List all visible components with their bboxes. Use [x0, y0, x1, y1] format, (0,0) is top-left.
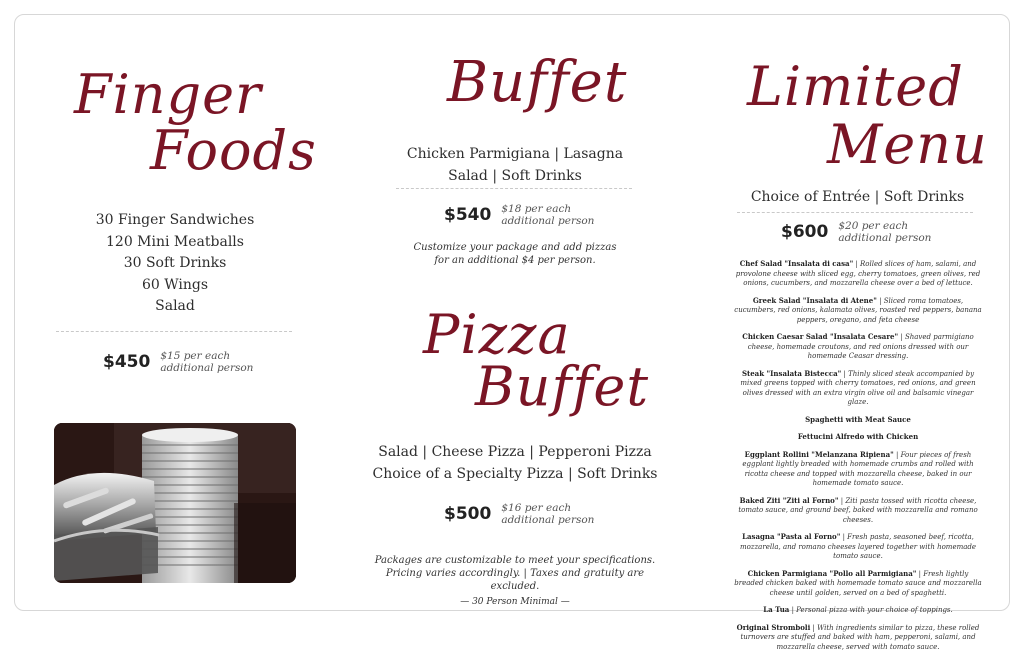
limited-menu-subtitle: Choice of Entrée | Soft Drinks — [750, 189, 965, 205]
limited-menu-section — [715, 0, 1000, 651]
list-item: 30 Finger Sandwiches — [95, 212, 255, 228]
buffet-items — [365, 144, 665, 187]
list-item: Salad — [155, 298, 195, 314]
dish-name: Baked Ziti "Ziti al Forno" — [739, 495, 839, 505]
pizza-buffet-title-line2: Buffet — [475, 355, 650, 418]
separator: | — [893, 450, 901, 459]
limited-menu-title-line2: Menu — [827, 113, 988, 176]
finger-foods-price-row — [103, 350, 253, 374]
finger-foods-title-line2: Foods — [150, 119, 317, 182]
dish-name: Greek Salad "Insalata di Atene" — [752, 295, 877, 305]
dish-item — [733, 369, 983, 408]
dish-list — [733, 259, 983, 659]
finger-foods-title-line1: Finger — [74, 63, 262, 126]
dish-item — [733, 605, 983, 616]
minimal-note: — 30 Person Minimal — — [460, 597, 570, 607]
dish-description: Fresh pasta, seasoned beef, ricotta, mozzarella, and romano cheeses layered together with homemade tomato sauce. — [739, 533, 977, 560]
separator: | — [841, 369, 849, 378]
buffet-title: Buffet — [447, 50, 628, 115]
dish-item — [733, 450, 983, 489]
dish-item — [733, 259, 983, 289]
limited-menu-title-line1: Limited — [747, 55, 964, 118]
dish-item — [733, 569, 983, 599]
pizza-buffet-title-line1: Pizza — [423, 303, 571, 366]
separator: | — [876, 296, 884, 305]
dish-description: Ziti pasta tossed with ricotta cheese, tomato sauce, and ground beef, baked with mozzarella and romano cheeses. — [738, 496, 978, 524]
dish-description: Four pieces of fresh eggplant lightly breaded with homemade crumbs and rolled with ricotta cheese and topped with mozzarella cheese, baked in our homemade tomato sauce. — [742, 450, 974, 487]
dish-name: Fettucini Alfredo with Chicken — [797, 432, 919, 441]
dish-item — [733, 432, 983, 443]
separator: | — [838, 496, 846, 505]
buffet-price: $540 — [444, 205, 492, 225]
list-item: 30 Soft Drinks — [123, 255, 227, 271]
separator: | — [840, 533, 848, 541]
finger-foods-price-note: $15 per each additional person — [160, 350, 254, 374]
dish-item — [733, 623, 983, 653]
dish-description: Rolled slices of ham, salami, and provolone cheese with sliced egg, cherry tomatoes, green olives, red onions, cucumbers, and mozzarella cheese over a bed of lettuce. — [735, 260, 981, 287]
dish-name: Spaghetti with Meat Sauce — [805, 414, 911, 424]
list-item: Salad | Cheese Pizza | Pepperoni Pizza — [378, 444, 652, 460]
dish-item — [733, 296, 983, 326]
limited-menu-subtitle-wrap — [715, 187, 1000, 209]
separator: | — [789, 606, 797, 614]
dish-name: Lasagna "Pasta al Forno" — [742, 532, 841, 541]
list-item: Salad | Soft Drinks — [448, 167, 582, 184]
list-item: 60 Wings — [141, 276, 209, 293]
divider — [396, 188, 632, 189]
dish-name: Eggplant Rollini "Melanzana Ripiena" — [744, 449, 894, 459]
buffet-price-row — [444, 203, 594, 227]
divider — [737, 212, 973, 213]
dish-item — [733, 332, 983, 362]
list-item: Choice of a Specialty Pizza | Soft Drinks — [372, 465, 658, 482]
dish-name: Chef Salad "Insalata di casa" — [739, 259, 854, 268]
pizza-buffet-price-row — [444, 502, 594, 526]
dish-name: Chicken Parmigiana "Pollo all Parmigiana" — [747, 568, 917, 578]
limited-menu-price-note: $20 per each additional person — [838, 220, 932, 244]
buffet-price-note: $18 per each additional person — [501, 203, 595, 227]
separator: | — [810, 623, 818, 632]
pizza-buffet-note: Packages are customizable to meet your specifications. Pricing varies accordingly. | Taxes and gratuity are excluded. — 30 Person Minimal — — [365, 554, 665, 609]
finger-foods-price: $450 — [103, 352, 151, 372]
dish-description: Shaved parmigiano cheese, homemade croutons, and red onions dressed with our homemade Ceasar dressing. — [747, 333, 974, 360]
list-item: Chicken Parmigiana | Lasagna — [406, 146, 624, 162]
list-item: 120 Mini Meatballs — [106, 233, 244, 250]
dish-item — [733, 415, 983, 426]
buffet-section — [365, 0, 665, 625]
pizza-buffet-price-note: $16 per each additional person — [501, 502, 595, 526]
buffet-note: Customize your package and add pizzas for an additional $4 per person. — [413, 242, 617, 266]
divider — [56, 331, 292, 332]
dish-name: La Tua — [763, 605, 790, 614]
dish-item — [733, 532, 983, 562]
buffet-photo — [54, 423, 296, 583]
dish-name: Steak "Insalata Bistecca" — [741, 368, 842, 378]
dish-description: With ingredients similar to pizza, these rolled turnovers are stuffed and baked with ham, pepperoni, salami, and mozzarella cheese, served with tomato sauce. — [740, 623, 980, 651]
dish-name: Original Stromboli — [736, 622, 811, 632]
separator: | — [898, 333, 905, 341]
dish-description: Sliced roma tomatoes, cucumbers, red onions, kalamata olives, roasted red peppers, banana peppers, oregano, and feta cheese — [734, 296, 982, 324]
dish-item — [733, 496, 983, 526]
dish-name: Chicken Caesar Salad "Insalata Cesare" — [742, 332, 899, 341]
dish-description: Fresh lightly breaded chicken baked with homemade tomato sauce and mozzarella cheese until golden, served on a bed of spaghetti. — [734, 569, 982, 597]
limited-menu-price: $600 — [781, 222, 829, 242]
pizza-buffet-price: $500 — [444, 504, 492, 524]
separator: | — [916, 569, 924, 578]
dish-description: Personal pizza with your choice of toppings. — [796, 606, 953, 614]
limited-menu-price-row — [781, 220, 931, 244]
separator: | — [853, 260, 861, 268]
finger-foods-items — [70, 210, 280, 318]
pizza-buffet-items — [365, 442, 665, 485]
dish-description: Thinly sliced steak accompanied by mixed greens topped with cherry tomatoes, red onions, and green olives dressed with an extra virgin olive oil and balsamic vinegar glaze. — [740, 369, 976, 406]
